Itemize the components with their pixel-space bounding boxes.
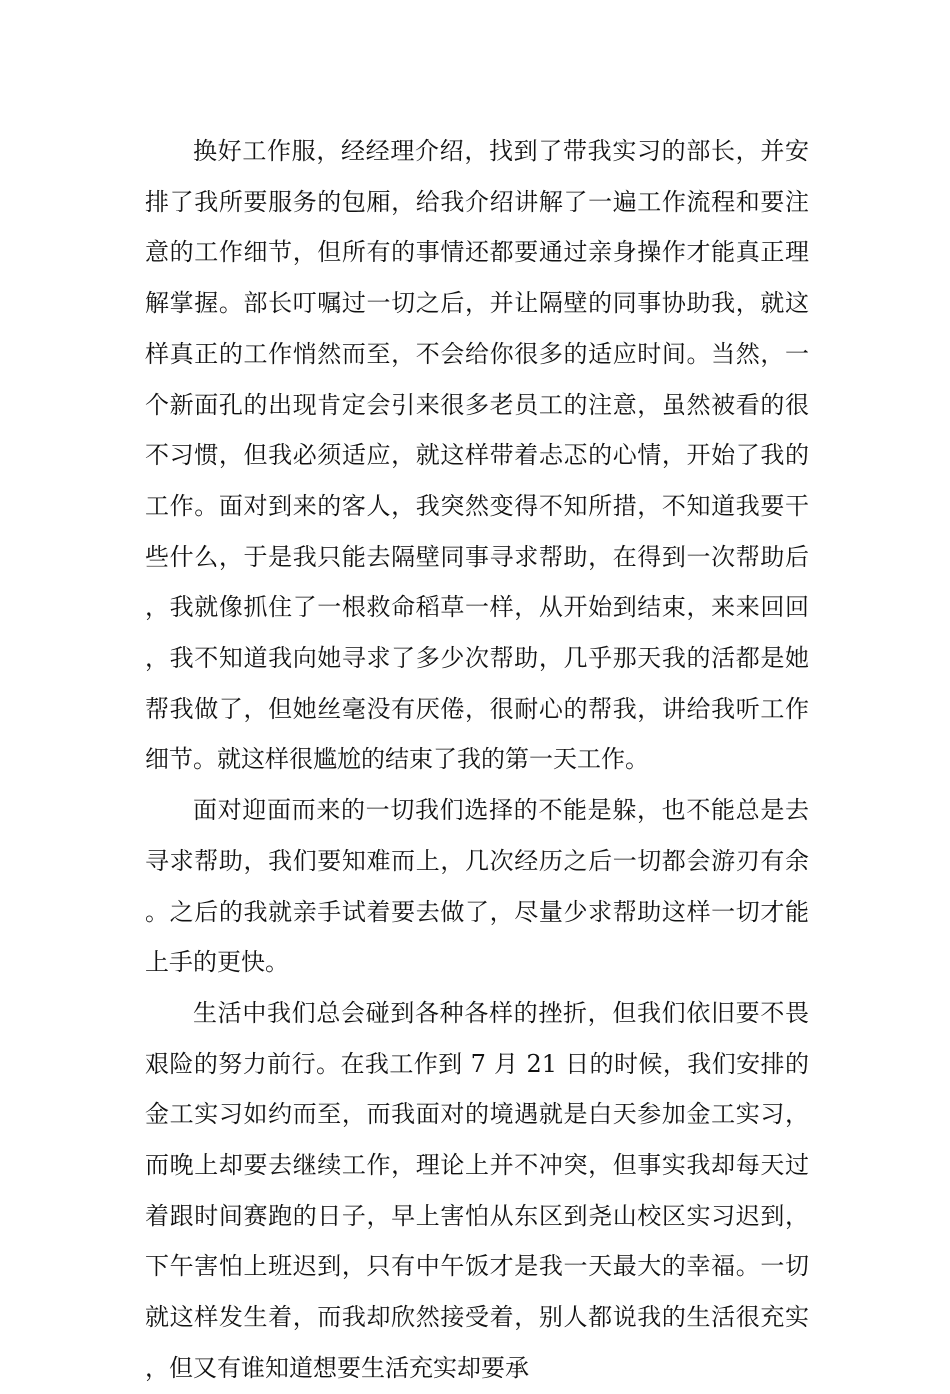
paragraph-3: 生活中我们总会碰到各种各样的挫折，但我们依旧要不畏艰险的努力前行。在我工作到 7 月 21 日的时候，我们安排的金工实习如约而至，而我面对的境遇就是白天参加金工实习，而晚上却要去继续工作，理论上并不冲突，但事实我却每天过着跟时间赛跑的日子，早上害怕从东区到尧山校区实习迟到，下午害怕上班迟到，只有中午饭才是我一天最大的幸福。一切就这样发生着，而我却欣然接受着，别人都说我的生活很充实，但又有谁知道想要生活充实却要承 <box>145 998 809 1382</box>
document-body <box>145 126 809 1394</box>
paragraph-2: 面对迎面而来的一切我们选择的不能是躲，也不能总是去寻求帮助，我们要知难而上，几次经历之后一切都会游刃有余。之后的我就亲手试着要去做了，尽量少求帮助这样一切才能上手的更快。 <box>145 796 809 977</box>
paragraph-1: 换好工作服，经经理介绍，找到了带我实习的部长，并安排了我所要服务的包厢，给我介绍讲解了一遍工作流程和要注意的工作细节，但所有的事情还都要通过亲身操作才能真正理解掌握。部长叮嘱过一切之后，并让隔壁的同事协助我，就这样真正的工作悄然而至，不会给你很多的适应时间。当然，一个新面孔的出现肯定会引来很多老员工的注意，虽然被看的很不习惯，但我必须适应，就这样带着忐忑的心情，开始了我的工作。面对到来的客人，我突然变得不知所措，不知道我要干些什么，于是我只能去隔壁同事寻求帮助，在得到一次帮助后，我就像抓住了一根救命稻草一样，从开始到结束，来来回回，我不知道我向她寻求了多少次帮助，几乎那天我的活都是她帮我做了，但她丝毫没有厌倦，很耐心的帮我，讲给我听工作细节。就这样很尴尬的结束了我的第一天工作。 <box>145 137 809 774</box>
